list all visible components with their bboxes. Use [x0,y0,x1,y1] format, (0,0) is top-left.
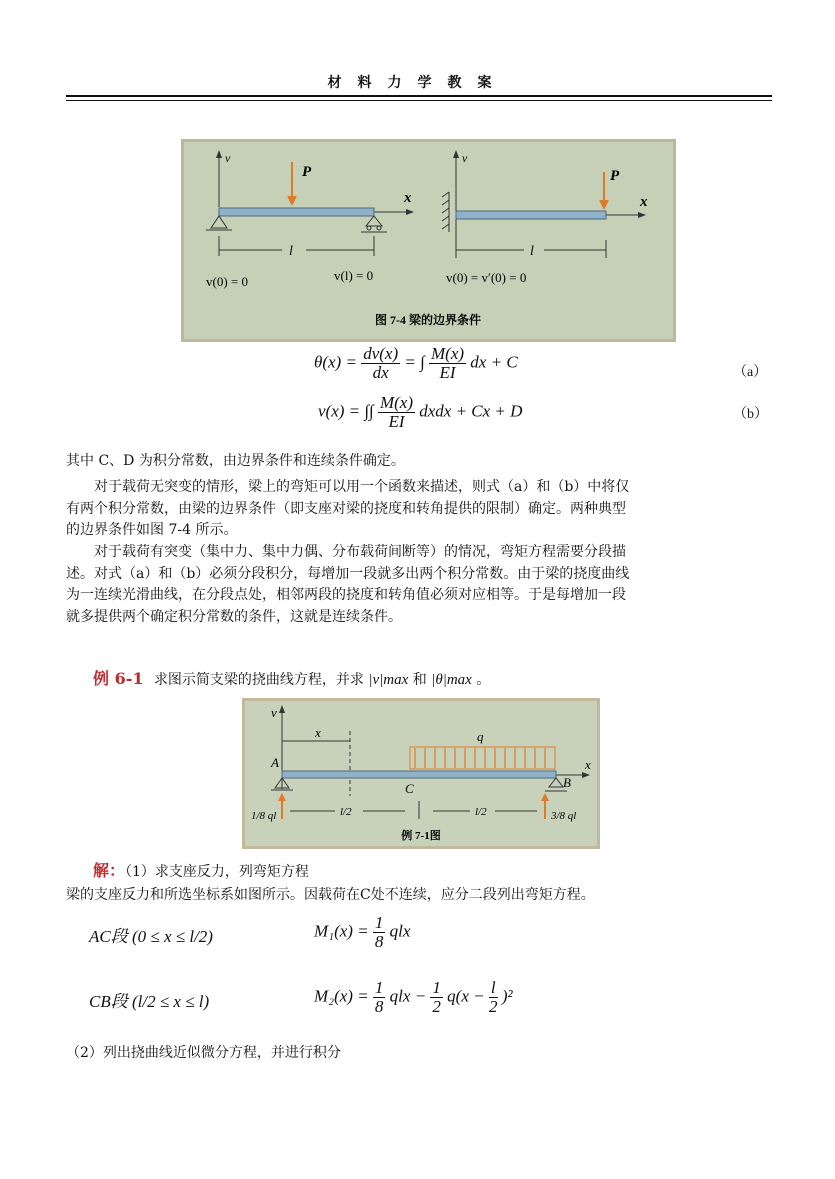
right-load-label: P [610,168,620,184]
fig2-point-c: C [405,781,414,796]
equation-a: θ(x) = $\frac{dv(x)}{dx}$ = ∫ $\frac{M(x)}{EI}$ dx + C [314,344,518,382]
left-beam [219,208,374,216]
fig2-caption: 例 7-1图 [401,830,441,842]
solution-paragraph: 梁的支座反力和所选坐标系如图所示。因载荷在C处不连续，应分二段列出弯矩方程。 [66,887,595,903]
solution-label: 解： [93,861,126,880]
paragraph-3: 对于载荷有突变（集中力、集中力偶、分布载荷间断等）的情况，弯矩方程需要分段描 述。对式（a）和（b）必须分段积分，每增加一段就多出两个积分常数。由于梁的挠度曲线 为一连续光滑曲线，在分段点处，相邻两段的挠度和转角值必须对应相等。于是每增加一段 就多提供两个确定积分常数的条件，这就是连续条件。 [66,544,630,625]
left-load-label: P [302,164,312,180]
example-label: 例 6-1 [93,669,144,688]
moment-equation-1: M₁(x) = $\frac{1}{8}$ qlx [314,913,411,951]
segment-ac: AC段 (0 ≤ x ≤ l/2) [89,927,213,946]
right-length-label: l [530,244,534,259]
fig2-point-b: B [563,775,571,790]
figure-1-caption: 图 7-4 梁的边界条件 [375,313,481,327]
figure-example [242,698,600,849]
left-x-arrowhead [406,209,414,215]
solution-step-2: （2）列出挠曲线近似微分方程，并进行积分 [66,1045,341,1061]
fig2-reaction-a-arrow [278,793,286,801]
fig2-beam [282,771,556,778]
paragraph-1: 其中 C、D 为积分常数，由边界条件和连续条件确定。 [66,453,405,469]
figure-example-svg [245,701,597,846]
fig2-v-label: v [271,705,277,720]
example-v-max: |v|max [368,672,409,688]
fig2-distributed-load [410,747,555,769]
page-header-title: 材料力学教案 [327,75,508,91]
right-v-label: v [462,151,468,165]
fig2-x-label: x [585,757,591,772]
fig2-reaction-b: 3/8 ql [551,810,577,822]
paragraph-2: 对于载荷无突变的情形，梁上的弯矩可以用一个函数来描述，则式（a）和（b）中将仅 有两个积分常数，由梁的边界条件（即支座对梁的挠度和转角提供的限制）确定。两种典型 的边界条件如图 7-4 所示。 [66,479,630,538]
left-pin-support [211,216,227,228]
example-line: 例 6-1 求图示简支梁的挠曲线方程，并求 |v|max 和 |θ|max 。 [93,669,491,688]
left-v-label: v [225,151,231,165]
right-beam [456,211,606,219]
fig2-half-1: l/2 [340,806,352,818]
left-length-label: l [289,244,293,259]
left-x-label: x [404,190,412,206]
left-v-arrowhead [216,150,222,158]
right-condition: v(0) = v′(0) = 0 [446,270,527,285]
left-condition-1: v(0) = 0 [206,274,248,289]
fig2-x-dim-label: x [315,725,321,740]
right-x-label: x [640,194,648,210]
moment-equation-2: M₂(x) = $\frac{1}{8}$ qlx − $\frac{1}{2}$ q(x − $\frac{l}{2}$ )² [314,978,513,1016]
figure-boundary-conditions [181,139,676,342]
segment-cb: CB段 (l/2 ≤ x ≤ l) [89,992,210,1011]
fig2-half-2: l/2 [475,806,487,818]
left-condition-2: v(l) = 0 [334,268,374,283]
equation-a-label: （a） [733,365,768,380]
header-rule-thick [66,95,772,97]
fig2-reaction-a: 1/8 ql [251,810,277,822]
example-theta-max: |θ|max [431,672,472,688]
fig2-reaction-b-arrow [541,793,549,801]
figure-boundary-conditions-svg [184,142,673,339]
equation-b: v(x) = ∫∫ $\frac{M(x)}{EI}$ dxdx + Cx + D [318,393,523,431]
left-load-arrowhead [287,196,297,206]
fig2-point-a: A [271,755,279,770]
left-roller-support [366,216,382,226]
header-rule-thin [66,100,772,101]
equation-b-label: （b） [733,407,768,422]
solution-step-1: 解：（1）求支座反力，列弯矩方程 [93,861,309,880]
fig2-load-label: q [477,729,484,744]
